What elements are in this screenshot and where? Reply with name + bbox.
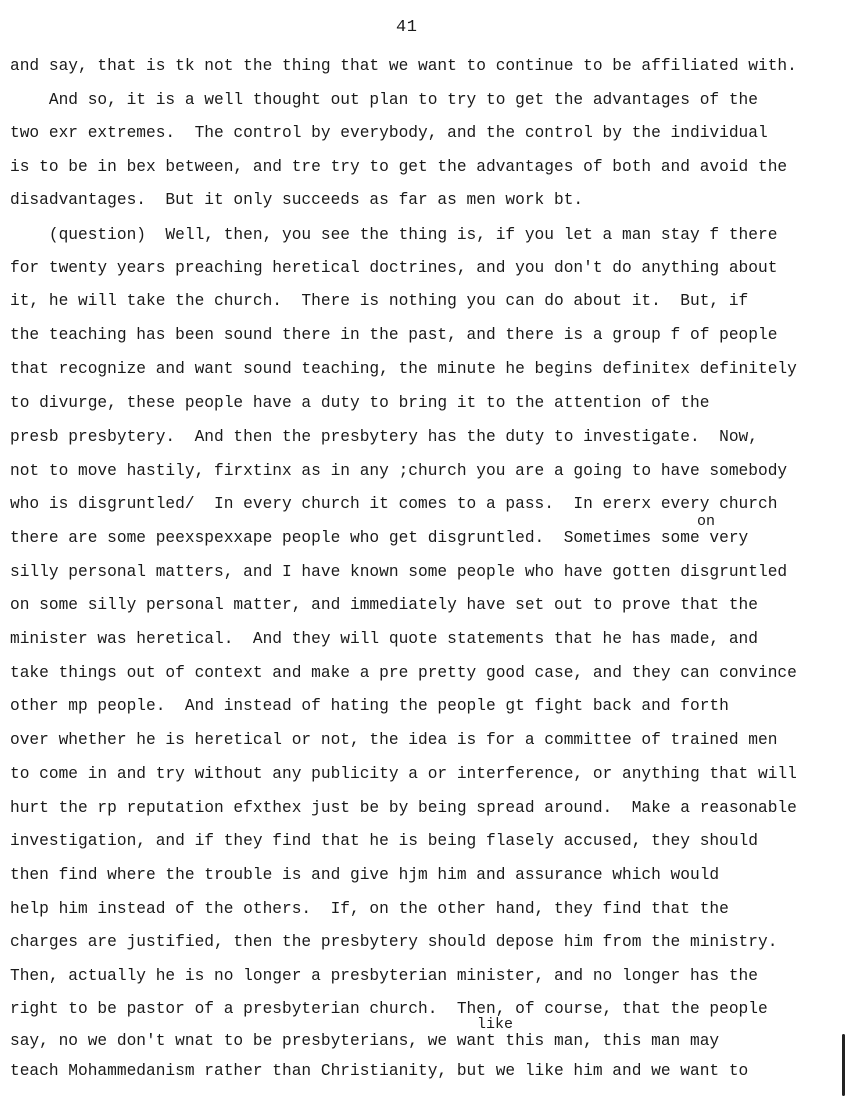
interlinear-insertion: on — [697, 513, 716, 530]
text-line: minister was heretical. And they will quote statements that he has made, and — [10, 630, 758, 648]
text-line: silly personal matters, and I have known some people who have gotten disgruntled — [10, 563, 788, 581]
text-line: who is disgruntled/ In every church it comes to a pass. In ererx every church — [10, 495, 778, 513]
text-line: disadvantages. But it only succeeds as far as men work bt. — [10, 191, 584, 209]
page-number: 41 — [396, 18, 418, 37]
text-line: (question) Well, then, you see the thing is, if you let a man stay f there — [10, 226, 778, 244]
text-line: And so, it is a well thought out plan to try to get the advantages of the — [10, 91, 758, 109]
text-line: Then, actually he is no longer a presbyterian minister, and no longer has the — [10, 967, 758, 985]
text-line: there are some peexspexxape people who get disgruntled. Sometimes some very — [10, 529, 749, 547]
text-line: investigation, and if they find that he is being flasely accused, they should — [10, 832, 758, 850]
text-line: to come in and try without any publicity a or interference, or anything that will — [10, 765, 797, 783]
text-line: over whether he is heretical or not, the idea is for a committee of trained men — [10, 731, 778, 749]
text-line: then find where the trouble is and give hjm him and assurance which would — [10, 866, 720, 884]
text-line: for twenty years preaching heretical doctrines, and you don't do anything about — [10, 259, 778, 277]
text-line: right to be pastor of a presbyterian church. Then, of course, that the people — [10, 1000, 768, 1018]
text-line: teach Mohammedanism rather than Christianity, but we like him and we want to — [10, 1062, 749, 1080]
text-line: hurt the rp reputation efxthex just be by being spread around. Make a reasonable — [10, 799, 797, 817]
interlinear-insertion: like — [477, 1016, 514, 1033]
text-line: that recognize and want sound teaching, the minute he begins definitex definitely — [10, 360, 797, 378]
text-line: not to move hastily, firxtinx as in any ;church you are a going to have somebody — [10, 462, 788, 480]
text-line: on some silly personal matter, and immediately have set out to prove that the — [10, 596, 758, 614]
text-line: take things out of context and make a pre pretty good case, and they can convince — [10, 664, 797, 682]
text-line: to divurge, these people have a duty to bring it to the attention of the — [10, 394, 710, 412]
text-line: help him instead of the others. If, on the other hand, they find that the — [10, 900, 729, 918]
text-line: and say, that is tk not the thing that we want to continue to be affiliated with. — [10, 57, 797, 75]
text-line: presb presbytery. And then the presbytery has the duty to investigate. Now, — [10, 428, 758, 446]
text-line: charges are justified, then the presbytery should depose him from the ministry. — [10, 933, 778, 951]
text-line: say, no we don't wnat to be presbyterians, we want this man, this man may — [10, 1032, 720, 1050]
margin-bracket-mark — [842, 1034, 845, 1096]
text-line: other mp people. And instead of hating the people gt fight back and forth — [10, 697, 729, 715]
text-line: the teaching has been sound there in the past, and there is a group f of people — [10, 326, 778, 344]
text-line: two exr extremes. The control by everybody, and the control by the individual — [10, 124, 768, 142]
text-line: it, he will take the church. There is nothing you can do about it. But, if — [10, 292, 749, 310]
text-line: is to be in bex between, and tre try to get the advantages of both and avoid the — [10, 158, 788, 176]
